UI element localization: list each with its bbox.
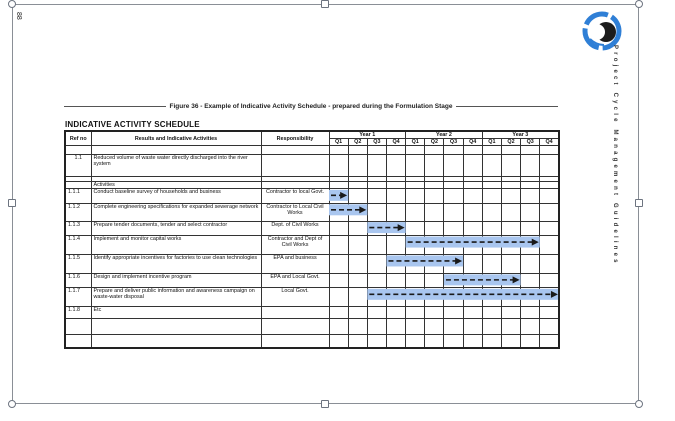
resize-handle-right[interactable] — [635, 199, 643, 207]
quarter-cell — [444, 307, 463, 319]
header-quarter: Q1 — [406, 139, 425, 146]
quarter-cell — [521, 189, 540, 203]
header-responsibility: Responsibility — [261, 131, 329, 146]
activity-responsibility: Contractor to local Govt. — [261, 189, 329, 203]
quarter-cell — [463, 273, 482, 287]
quarter-cell — [501, 307, 520, 319]
header-quarter: Q3 — [521, 139, 540, 146]
page-number: 88 — [15, 12, 22, 20]
quarter-cell — [521, 203, 540, 221]
resize-handle-left[interactable] — [8, 199, 16, 207]
header-quarter: Q2 — [425, 139, 444, 146]
quarter-cell — [329, 254, 348, 273]
activity-responsibility: Dept. of Civil Works — [261, 221, 329, 235]
quarter-cell — [367, 307, 386, 319]
header-year-1: Year 1 — [329, 131, 406, 139]
quarter-cell — [425, 236, 444, 255]
quarter-cell — [540, 273, 559, 287]
resize-handle-bottom[interactable] — [321, 400, 329, 408]
quarter-cell — [386, 288, 405, 307]
quarter-cell — [540, 307, 559, 319]
quarter-cell — [406, 254, 425, 273]
quarter-cell — [425, 254, 444, 273]
quarter-cell — [367, 189, 386, 203]
table-row — [65, 273, 559, 287]
quarter-cell — [348, 203, 367, 221]
activities-label: Activities — [91, 181, 261, 189]
activity-ref: 1.1.8 — [65, 307, 91, 319]
quarter-cell — [444, 203, 463, 221]
activity-responsibility: EPA and Local Govt. — [261, 273, 329, 287]
quarter-cell — [386, 203, 405, 221]
figure-caption-text: Figure 36 - Example of Indicative Activity Schedule - prepared during the Formulation Stage — [169, 102, 453, 110]
quarter-cell — [521, 236, 540, 255]
activity-responsibility: Local Govt. — [261, 288, 329, 307]
quarter-cell — [501, 288, 520, 307]
header-year-2: Year 2 — [406, 131, 483, 139]
quarter-cell — [329, 273, 348, 287]
activity-text: Implement and monitor capital works — [91, 236, 261, 255]
quarter-cell — [482, 236, 501, 255]
header-quarter: Q4 — [463, 139, 482, 146]
quarter-cell — [386, 254, 405, 273]
quarter-cell — [482, 189, 501, 203]
quarter-cell — [425, 203, 444, 221]
quarter-cell — [329, 236, 348, 255]
quarter-cell — [540, 189, 559, 203]
quarter-cell — [540, 221, 559, 235]
quarter-cell — [444, 236, 463, 255]
activities-label-row — [65, 181, 559, 189]
caption-rule-left — [64, 106, 166, 107]
quarter-cell — [406, 203, 425, 221]
empty-row — [65, 319, 559, 335]
activity-text: Complete engineering specifications for expanded sewerage network — [91, 203, 261, 221]
quarter-cell — [406, 221, 425, 235]
spacer-row — [65, 146, 559, 155]
quarter-cell — [367, 273, 386, 287]
result-ref: 1.1 — [65, 154, 91, 176]
header-quarter: Q2 — [348, 139, 367, 146]
quarter-cell — [367, 288, 386, 307]
quarter-cell — [501, 189, 520, 203]
quarter-cell — [482, 221, 501, 235]
activity-ref: 1.1.5 — [65, 254, 91, 273]
resize-handle-top[interactable] — [321, 0, 329, 8]
quarter-cell — [501, 273, 520, 287]
quarter-cell — [463, 236, 482, 255]
quarter-cell — [501, 221, 520, 235]
quarter-cell — [348, 273, 367, 287]
quarter-cell — [501, 254, 520, 273]
activity-text: Design and implement incentive program — [91, 273, 261, 287]
quarter-cell — [425, 221, 444, 235]
quarter-cell — [501, 203, 520, 221]
quarter-cell — [406, 307, 425, 319]
resize-handle-top-right[interactable] — [635, 0, 643, 8]
quarter-cell — [348, 221, 367, 235]
quarter-cell — [463, 189, 482, 203]
header-row-years — [65, 131, 559, 139]
activity-responsibility: EPA and business — [261, 254, 329, 273]
quarter-cell — [444, 254, 463, 273]
quarter-cell — [482, 203, 501, 221]
quarter-cell — [425, 189, 444, 203]
quarter-cell — [463, 203, 482, 221]
quarter-cell — [386, 236, 405, 255]
quarter-cell — [367, 254, 386, 273]
table-row — [65, 221, 559, 235]
quarter-cell — [348, 288, 367, 307]
quarter-cell — [482, 273, 501, 287]
quarter-cell — [521, 221, 540, 235]
header-quarter: Q3 — [444, 139, 463, 146]
quarter-cell — [367, 203, 386, 221]
activity-ref: 1.1.2 — [65, 203, 91, 221]
table-row — [65, 189, 559, 203]
quarter-cell — [406, 288, 425, 307]
activity-responsibility: Contractor to Local Civil Works — [261, 203, 329, 221]
activity-text: Prepare tender documents, tender and select contractor — [91, 221, 261, 235]
activity-responsibility — [261, 307, 329, 319]
header-quarter: Q4 — [386, 139, 405, 146]
quarter-cell — [521, 288, 540, 307]
quarter-cell — [444, 288, 463, 307]
quarter-cell — [386, 307, 405, 319]
header-quarter: Q3 — [367, 139, 386, 146]
quarter-cell — [540, 203, 559, 221]
activity-ref: 1.1.4 — [65, 236, 91, 255]
quarter-cell — [540, 288, 559, 307]
quarter-cell — [348, 254, 367, 273]
quarter-cell — [406, 189, 425, 203]
quarter-cell — [386, 189, 405, 203]
quarter-cell — [386, 273, 405, 287]
table-row — [65, 236, 559, 255]
header-quarter: Q2 — [501, 139, 520, 146]
table-row — [65, 203, 559, 221]
quarter-cell — [329, 189, 348, 203]
quarter-cell — [521, 273, 540, 287]
quarter-cell — [367, 236, 386, 255]
activity-text: Etc — [91, 307, 261, 319]
quarter-cell — [482, 307, 501, 319]
activity-schedule-table — [64, 130, 560, 349]
quarter-cell — [386, 221, 405, 235]
quarter-cell — [348, 307, 367, 319]
activity-text: Prepare and deliver public information and awareness campaign on waste-water disposal — [91, 288, 261, 307]
result-text: Reduced volume of waste water directly discharged into the river system — [91, 154, 261, 176]
result-row — [65, 154, 559, 176]
quarter-cell — [329, 221, 348, 235]
quarter-cell — [482, 288, 501, 307]
activity-ref: 1.1.3 — [65, 221, 91, 235]
quarter-cell — [482, 254, 501, 273]
quarter-cell — [329, 307, 348, 319]
quarter-cell — [425, 288, 444, 307]
quarter-cell — [329, 203, 348, 221]
resize-handle-bottom-right[interactable] — [635, 400, 643, 408]
quarter-cell — [406, 273, 425, 287]
activity-text: Identify appropriate incentives for factories to use clean technologies — [91, 254, 261, 273]
quarter-cell — [444, 221, 463, 235]
quarter-cell — [367, 221, 386, 235]
quarter-cell — [425, 307, 444, 319]
quarter-cell — [463, 254, 482, 273]
quarter-cell — [501, 236, 520, 255]
quarter-cell — [540, 236, 559, 255]
quarter-cell — [348, 189, 367, 203]
table-row — [65, 254, 559, 273]
header-ref: Ref no — [65, 131, 91, 146]
activity-ref: 1.1.6 — [65, 273, 91, 287]
table-row — [65, 288, 559, 307]
header-quarter: Q4 — [540, 139, 559, 146]
table-row — [65, 307, 559, 319]
quarter-cell — [348, 236, 367, 255]
quarter-cell — [406, 236, 425, 255]
schedule-title: INDICATIVE ACTIVITY SCHEDULE — [65, 120, 200, 129]
activity-responsibility: Contractor and Dept of Civil Works — [261, 236, 329, 255]
quarter-cell — [463, 288, 482, 307]
quarter-cell — [463, 221, 482, 235]
resize-handle-bottom-left[interactable] — [8, 400, 16, 408]
activity-ref: 1.1.7 — [65, 288, 91, 307]
quarter-cell — [521, 254, 540, 273]
header-results: Results and Indicative Activities — [91, 131, 261, 146]
side-running-title: Project Cycle Management Guidelines — [612, 45, 618, 266]
header-quarter: Q1 — [329, 139, 348, 146]
figure-caption — [64, 101, 558, 111]
caption-rule-right — [456, 106, 558, 107]
quarter-cell — [329, 288, 348, 307]
quarter-cell — [540, 254, 559, 273]
resize-handle-top-left[interactable] — [8, 0, 16, 8]
quarter-cell — [521, 307, 540, 319]
quarter-cell — [444, 273, 463, 287]
activity-ref: 1.1.1 — [65, 189, 91, 203]
quarter-cell — [425, 273, 444, 287]
quarter-cell — [444, 189, 463, 203]
header-quarter: Q1 — [482, 139, 501, 146]
activity-text: Conduct baseline survey of households and business — [91, 189, 261, 203]
quarter-cell — [463, 307, 482, 319]
header-year-3: Year 3 — [482, 131, 559, 139]
empty-row — [65, 335, 559, 348]
